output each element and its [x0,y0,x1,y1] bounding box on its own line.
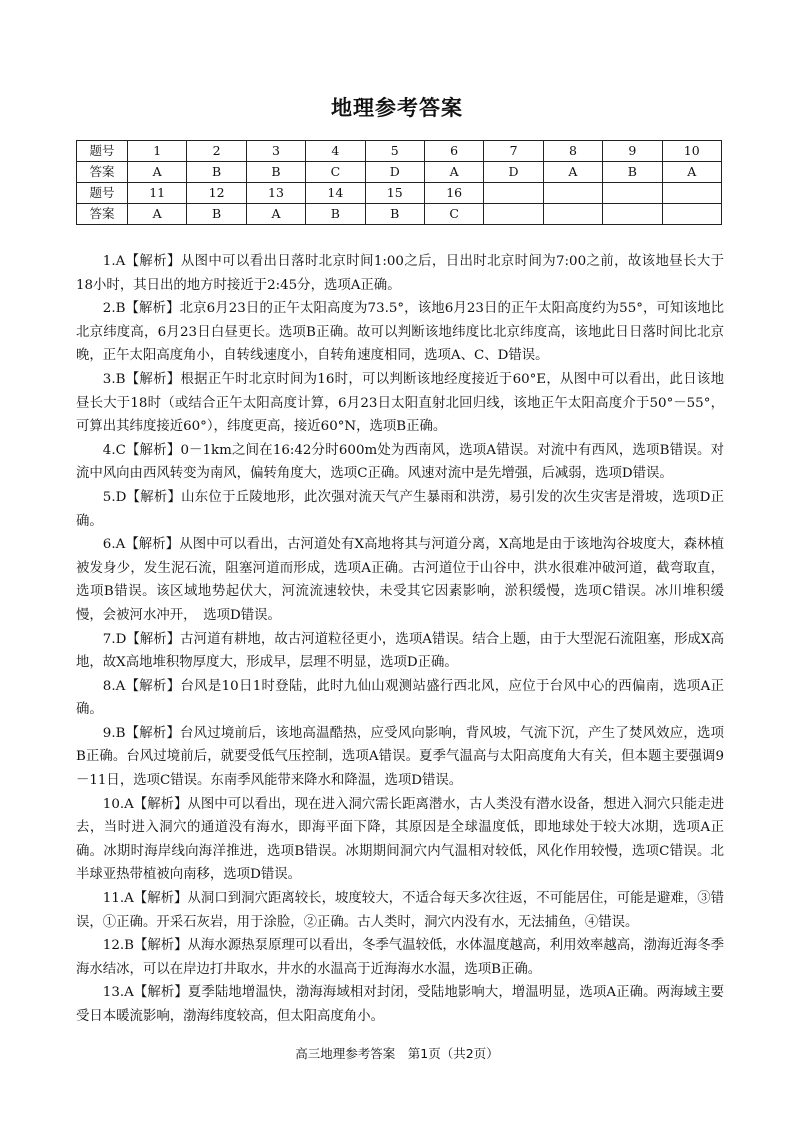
explanation-item [76,297,724,368]
table-cell: 3 [246,141,305,162]
explanation-text: 0－1km之间在16:42分时600m处为西南风，选项A错误。对流中有西风，选项B错误。对流中风向由西风转变为南风，偏转角度大，选项C正确。风速对流中是先增强，后减弱，选项D错误。 [76,442,724,482]
page-title: 地理参考答案 [331,96,463,120]
explanation-item [76,533,724,627]
explanation-tag: 6.A【解析】 [102,537,180,553]
table-cell: B [365,204,424,225]
explanation-tag: 7.D【解析】 [102,631,181,647]
table-header-cell: 答案 [77,162,128,183]
table-cell [543,183,602,204]
table-cell: 13 [246,183,305,204]
table-cell: A [543,162,602,183]
table-row [77,183,722,204]
explanation-text: 古河道有耕地，故古河道粒径更小，选项A错误。结合上题，由于大型泥石流阻塞，形成X高地，故X高地堆积物厚度大，形成早，层理不明显，选项D正确。 [76,631,724,671]
table-cell: 11 [128,183,187,204]
explanation-text: 夏季陆地增温快，渤海海域相对封闭，受陆地影响大，增温明显，选项A正确。两海域主要受日本暖流影响，渤海纬度较高，但太阳高度角小。 [76,985,725,1024]
table-cell: 8 [543,141,602,162]
explanation-text: 根据正午时北京时间为16时，可以判断该地经度接近于60°E，从图中可以看出，此日该地昼长大于18时（或结合正午太阳高度计算，6月23日太阳直射北回归线，该地正午太阳高度介于50°－55°，可算出其纬度接近60°），纬度更高，接近60°N，选项B正确。 [76,371,724,435]
explanation-tag: 4.C【解析】 [102,442,181,458]
explanation-tag: 11.A【解析】 [102,891,188,907]
table-cell: A [424,162,483,183]
table-cell [662,204,721,225]
table-cell: B [603,162,662,183]
explanation-tag: 10.A【解析】 [102,796,188,812]
table-cell [662,183,721,204]
table-cell [543,204,602,225]
explanation-text: 台风过境前后，该地高温酷热，应受风向影响，背风坡，气流下沉，产生了焚风效应，选项B正确。台风过境前后，就要受低气压控制，选项A错误。夏季气温高与太阳高度角大有关，但本题主要强调9－11日，选项C错误。东南季风能带来降水和降温，选项D错误。 [76,725,724,789]
table-cell: A [662,162,721,183]
table-row [77,204,722,225]
explanation-item [76,793,724,887]
explanation-item [76,981,724,1028]
explanation-item [76,934,724,981]
explanation-item [76,368,724,439]
table-cell: 7 [484,141,543,162]
table-cell: 2 [187,141,246,162]
table-cell: 16 [424,183,483,204]
table-header-cell: 题号 [77,141,128,162]
table-cell: 5 [365,141,424,162]
table-row [77,141,722,162]
table-cell: 1 [128,141,187,162]
table-cell: B [246,162,305,183]
explanation-tag: 1.A【解析】 [102,254,181,269]
explanation-tag: 13.A【解析】 [102,985,188,1001]
table-header-cell: 题号 [77,183,128,204]
page-footer: 高三地理参考答案 第1页（共2页） [295,1046,499,1061]
explanation-text: 北京6月23日的正午太阳高度为73.5°，该地6月23日的正午太阳高度约为55°，可知该地比北京纬度高，6月23日白昼更长。选项B正确。故可以判断该地纬度比北京纬度高，该地此日日落时间比北京晚，正午太阳高度角小，自转线速度小，自转角速度相同，选项A、C、D错误。 [76,301,724,364]
table-cell: A [246,204,305,225]
table-cell: A [128,204,187,225]
table-cell: 15 [365,183,424,204]
explanation-tag: 5.D【解析】 [102,489,182,505]
table-cell: 10 [662,141,721,162]
table-cell: 9 [603,141,662,162]
explanation-text: 从图中可以看出，古河道处有X高地将其与河道分离，X高地是由于该地沟谷坡度大，森林植被发身少，发生泥石流，阻塞河道而形成，选项A正确。古河道位于山谷中，洪水很难冲破河道，截弯取直，选项B错误。该区域地势起伏大，河流流速较快，未受其它因素影响，淤积缓慢，选项C错误。冰川堆积缓慢，会被河水冲开， 选项D错误。 [76,537,724,623]
table-cell: C [424,204,483,225]
table-cell: D [365,162,424,183]
table-cell: B [187,162,246,183]
table-cell: D [484,162,543,183]
explanation-item [76,439,724,486]
explanation-item [76,250,724,297]
table-cell [484,204,543,225]
table-cell [603,183,662,204]
explanation-text: 从图中可以看出，现在进入洞穴需长距离潜水，古人类没有潜水设备，想进入洞穴只能走进去，当时进入洞穴的通道没有海水，即海平面下降，其原因是全球温度低，即地球处于较大冰期，选项A正确。冰期时海岸线向海洋推进，选项B错误。冰期期间洞穴内气温相对较低，风化作用较慢，选项C错误。北半球亚热带植被向南移，选项D错误。 [76,796,725,883]
answer-table [76,140,722,225]
explanation-tag: 2.B【解析】 [102,301,180,317]
table-cell: 6 [424,141,483,162]
explanation-text: 从海水源热泵原理可以看出，冬季气温较低，水体温度越高，利用效率越高，渤海近海冬季海水结冰，可以在岸边打井取水，井水的水温高于近海海水水温，选项B正确。 [76,938,725,977]
table-cell: C [306,162,365,183]
table-row [77,162,722,183]
explanation-text: 台风是10日1时登陆，此时九仙山观测站盛行西北风，应位于台风中心的西偏南，选项A正确。 [76,678,724,718]
explanation-tag: 3.B【解析】 [102,371,181,387]
explanation-text: 从洞口到洞穴距离较长，坡度较大，不适合每天多次往返，不可能居住，可能是避难，③错误，①正确。开采石灰岩，用于涂脸，②正确。古人类时，洞穴内没有水，无法捕鱼，④错误。 [76,891,725,930]
table-cell: B [187,204,246,225]
explanation-item [76,722,724,793]
table-cell: A [128,162,187,183]
table-cell: 4 [306,141,365,162]
explanation-item [76,675,724,722]
table-cell: 12 [187,183,246,204]
explanation-item [76,628,724,675]
explanation-text: 从图中可以看出日落时北京时间1:00之后，日出时北京时间为7:00之前，故该地昼长大于18小时，其日出的地方时接近于2:45分，选项A正确。 [76,254,724,293]
explanation-tag: 8.A【解析】 [102,678,181,694]
explanation-item [76,486,724,533]
table-cell: B [306,204,365,225]
table-header-cell: 答案 [77,204,128,225]
explanation-tag: 12.B【解析】 [102,938,188,954]
table-cell: 14 [306,183,365,204]
table-cell [603,204,662,225]
explanation-list [76,250,724,1029]
explanation-item [76,887,724,934]
table-cell [484,183,543,204]
explanation-text: 山东位于丘陵地形，此次强对流天气产生暴雨和洪涝，易引发的次生灾害是滑坡，选项D正确。 [76,489,724,529]
explanation-tag: 9.B【解析】 [102,725,181,741]
